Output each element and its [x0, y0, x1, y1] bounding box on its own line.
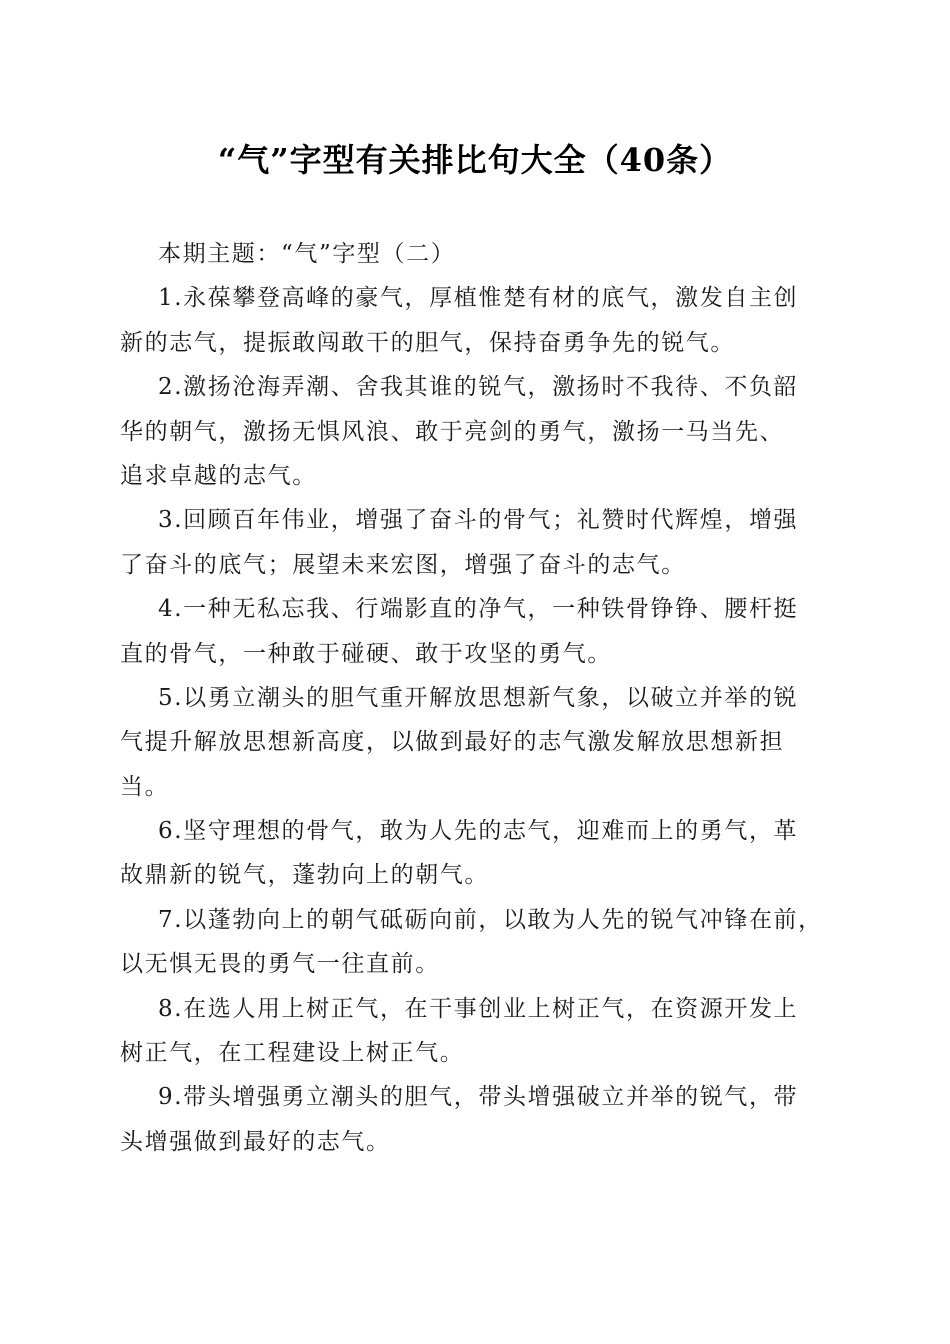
- paragraph-line: 6.坚守理想的骨气，敢为人先的志气，迎难而上的勇气，革: [158, 818, 799, 845]
- paragraph-line: 气提升解放思想新高度，以做到最好的志气激发解放思想新担: [120, 729, 785, 756]
- paragraph-line: 了奋斗的底气；展望未来宏图，增强了奋斗的志气。: [120, 551, 686, 578]
- paragraph-line: 以无惧无畏的勇气一往直前。: [120, 951, 440, 978]
- list-item-5: [120, 676, 840, 809]
- paragraph-line: 追求卓越的志气。: [120, 462, 317, 489]
- list-item-1: [120, 276, 840, 365]
- paragraph-line: 9.带头增强勇立潮头的胆气，带头增强破立并举的锐气，带: [158, 1084, 799, 1111]
- paragraph-line: 树正气，在工程建设上树正气。: [120, 1040, 465, 1067]
- list-item-3: [120, 498, 840, 587]
- list-item-6: [120, 809, 840, 898]
- paragraph-line: 7.以蓬勃向上的朝气砥砺向前，以敢为人先的锐气冲锋在前，: [158, 906, 823, 933]
- paragraph-line: 新的志气，提振敢闯敢干的胆气，保持奋勇争先的锐气。: [120, 329, 735, 356]
- topic-subtitle: 本期主题：“气”字型（二）: [158, 241, 456, 267]
- list-item-9: [120, 1075, 840, 1164]
- paragraph-line: 5.以勇立潮头的胆气重开解放思想新气象，以破立并举的锐: [158, 684, 799, 711]
- list-item-2: [120, 365, 840, 498]
- paragraph-line: 华的朝气，激扬无惧风浪、敢于亮剑的勇气，激扬一马当先、: [120, 418, 785, 445]
- paragraph-line: 4.一种无私忘我、行端影直的净气，一种铁骨铮铮、腰杆挺: [158, 596, 799, 623]
- paragraph-line: 头增强做到最好的志气。: [120, 1128, 391, 1155]
- paragraph-line: 当。: [120, 773, 170, 800]
- paragraph-line: 8.在选人用上树正气，在干事创业上树正气，在资源开发上: [158, 995, 799, 1022]
- list-item-7: [120, 898, 840, 987]
- paragraph-line: 直的骨气，一种敢于碰硬、敢于攻坚的勇气。: [120, 640, 612, 667]
- list-item-8: [120, 987, 840, 1076]
- paragraph-line: 2.激扬沧海弄潮、舍我其谁的锐气，激扬时不我待、不负韶: [158, 374, 799, 401]
- document-title: “气”字型有关排比句大全（40条）: [217, 141, 733, 179]
- list-item-4: [120, 587, 840, 676]
- paragraph-line: 3.回顾百年伟业，增强了奋斗的骨气；礼赞时代辉煌，增强: [158, 507, 799, 534]
- paragraph-line: 故鼎新的锐气，蓬勃向上的朝气。: [120, 862, 489, 889]
- document-body: [120, 232, 840, 1164]
- paragraph-line: 1.永葆攀登高峰的豪气，厚植惟楚有材的底气，激发自主创: [158, 285, 799, 312]
